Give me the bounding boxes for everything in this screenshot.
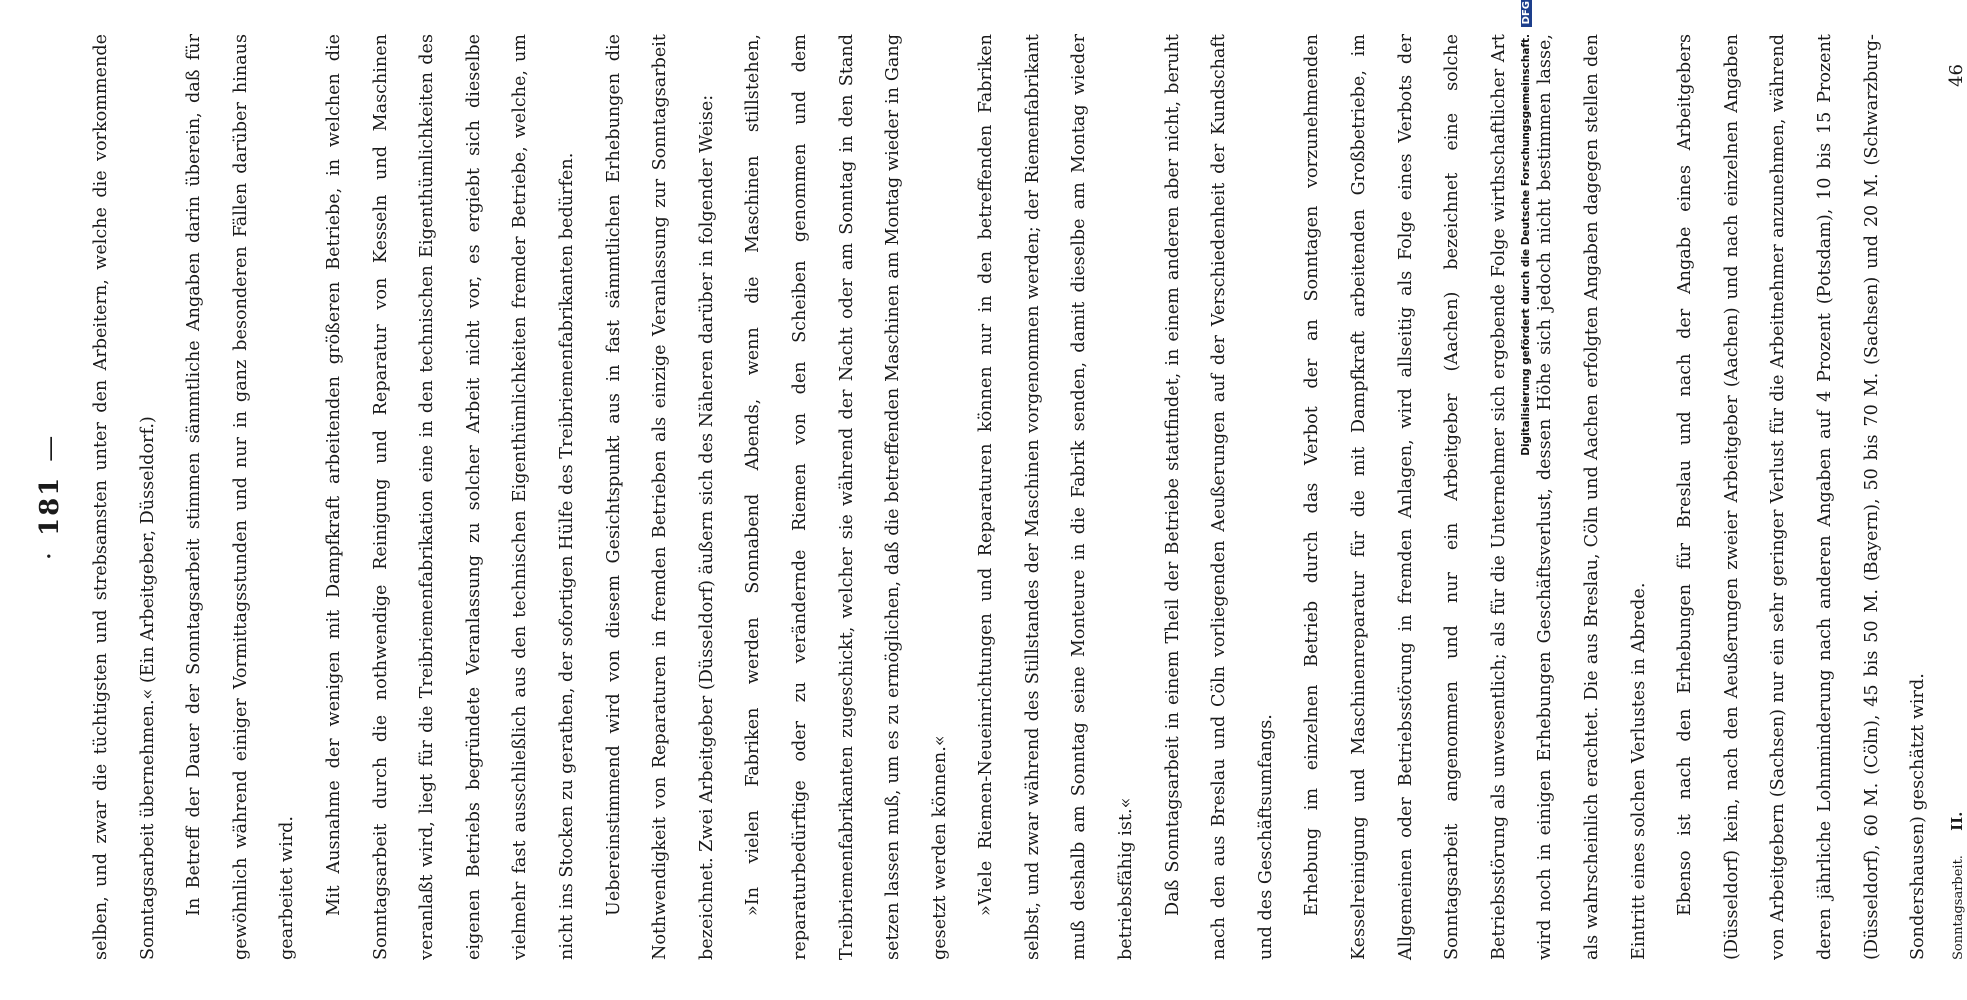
header-dash: — bbox=[35, 433, 65, 462]
paragraph: Uebereinstimmend wird von diesem Gesichtspunkt aus in fast sämmtlichen Erhebungen die Nothwendigkeit von Reparaturen in fremden Betrieben als einzige Veranlassung zur Sonntagsarbeit bezeichnet. Zwei Arbeitgeber (Düsseldorf) äußern sich des Näheren darüber in folgender Weise: bbox=[603, 34, 717, 960]
signature-label: Sonntagsarbeit. bbox=[1950, 855, 1966, 960]
paragraph: In Betreff der Dauer der Sonntagsarbeit stimmen sämmtliche Angaben darin überein, daß für gewöhnlich während einiger Vormittagsstunden und nur in ganz besonderen Fällen darüber hinaus gearbeitet wird. bbox=[184, 34, 298, 960]
paragraph: »In vielen Fabriken werden Sonnabend Abends, wenn die Maschinen stillstehen, reparaturbedürftige oder zu verändernde Riemen von den Scheiben genommen und dem Treibriemenfabrikanten zugeschickt, welcher sie während der Nacht oder am Sonntag in den Stand setzen lassen muß, um es zu ermöglichen, daß die betreffenden Maschinen am Montag wieder in Gang gesetzt werden können.« bbox=[743, 34, 950, 960]
paragraph: Mit Ausnahme der wenigen mit Dampfkraft arbeitenden größeren Betriebe, in welchen die Sonntagsarbeit durch die nothwendige Reinigung und Reparatur von Kesseln und Maschinen veranlaßt wird, liegt für die Treibriemenfabrikation eine in den technischen Eigenthümlichkeiten des eigenen Betriebs begründete Veranlassung zu solcher Arbeit nicht vor, es ergiebt sich dieselbe vielmehr fast ausschließlich aus den technischen Eigenthümlichkeiten fremder Betriebe, welche, um nicht ins Stocken zu gerathen, der sofortigen Hülfe des Treibriemenfabrikanten bedürfen. bbox=[323, 34, 577, 960]
header-dot: · bbox=[35, 550, 65, 561]
paragraph: Daß Sonntagsarbeit in einem Theil der Betriebe stattfindet, in einem anderen aber nicht, beruht nach den aus Breslau und Cöln vorliegenden Aeußerungen auf der Verschiedenheit der Kundschaft und des Geschäftsumfangs. bbox=[1162, 34, 1276, 960]
digitization-notice bbox=[1516, 0, 1536, 1000]
page-footer bbox=[1946, 34, 1967, 960]
dfg-logo: DFG bbox=[1521, 0, 1532, 27]
notice-text: Digitalisierung gefördert durch die Deutsche Forschungsgemeinschaft. bbox=[1520, 34, 1532, 456]
sheet-mark: II. bbox=[1947, 811, 1966, 831]
paragraph: »Viele Riemen-Neueinrichtungen und Reparaturen können nur in den betreffenden Fabriken selbst, und zwar während des Stillstandes der Maschinen vorgenommen werden; der Riemenfabrikant muß deshalb am Sonntag seine Monteure in die Fabrik senden, damit dieselbe am Montag wieder betriebsfähig ist.« bbox=[976, 34, 1137, 960]
paragraph: Ebenso ist nach den Erhebungen für Breslau und nach der Angabe eines Arbeitgebers (Düsseldorf) kein, nach den Aeußerungen zweier Arbeitgeber (Aachen) und nach einzelnen Angaben von Arbeitgebern (Sachsen) nur ein sehr geringer Verlust für die Arbeitnehmer anzunehmen, während deren jährliche Lohnminderung nach anderen Angaben auf 4 Prozent (Potsdam), 10 bis 15 Prozent (Düsseldorf), 60 M. (Cöln), 45 bis 50 M. (Bayern), 50 bis 70 M. (Sachsen) und 20 M. (Schwarzburg-Sondershausen) geschätzt wird. bbox=[1675, 34, 1929, 960]
page-marker: 46 bbox=[1945, 64, 1967, 87]
page-header bbox=[22, 34, 78, 960]
page-body bbox=[78, 34, 1942, 960]
paragraph: selben, und zwar die tüchtigsten und strebsamsten unter den Arbeitern, welche die vorkommende Sonntagsarbeit übernehmen.« (Ein Arbeitgeber, Düsseldorf.) bbox=[91, 34, 158, 960]
paragraph: Erhebung im einzelnen Betrieb durch das Verbot der an Sonntagen vorzunehmenden Kesselreinigung und Maschinenreparatur für die mit Dampfkraft arbeitenden Großbetriebe, im Allgemeinen oder Betriebsstörung in fremden Anlagen, wird allseitig als Folge eines Verbots der Sonntagsarbeit angenommen und nur ein Arbeitgeber (Aachen) bezeichnet eine solche Betriebsstörung als unwesentlich; als für die Unternehmer sich ergebende Folge wirthschaftlicher Art wird noch in einigen Erhebungen Geschäftsverlust, dessen Höhe sich jedoch nicht bestimmen lasse, als wahrscheinlich erachtet. Die aus Breslau, Cöln und Aachen erfolgten Angaben dagegen stellen den Eintritt eines solchen Verlustes in Abrede. bbox=[1302, 34, 1649, 960]
page-number: 181 bbox=[35, 475, 65, 537]
